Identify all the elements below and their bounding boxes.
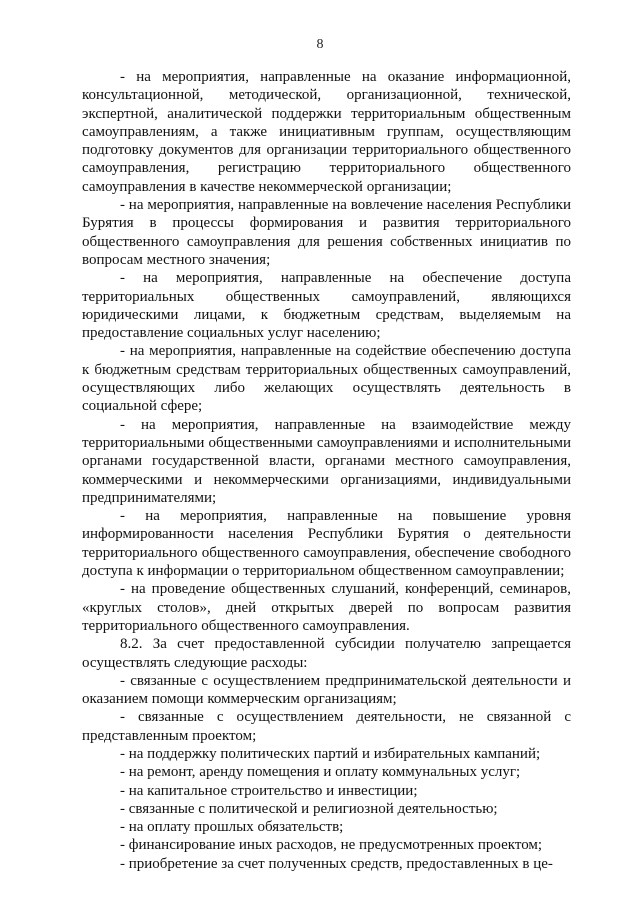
page-number: 8 — [316, 37, 324, 52]
paragraph-interaction: - на мероприятия, направленные на взаимодействие между территориальными общественными самоуправлениями и исполнительными органами государственной власти, органами местного самоуправления, коммерческими и некоммерческими организациями, индивидуальными предпринимателями; — [82, 416, 571, 506]
paragraph-informational-support: - на мероприятия, направленные на оказание информационной, консультационной, методической, организационной, технической, экспертной, аналитической поддержки территориальным общественным самоуправлениям, а также инициативным группам, осуществляющим подготовку документов для организации территориального общественного самоуправления, регистрацию территориального общественного самоуправления в качестве некоммерческой организации; — [82, 69, 571, 195]
paragraph-population-involvement: - на мероприятия, направленные на вовлечение населения Республики Бурятия в процессы формирования и развития территориального общественного самоуправления для решения собственных инициатив по вопросам местного значения; — [82, 197, 571, 268]
prohibited-expense-acquisition: - приобретение за счет полученных средств, предоставленных в це- — [120, 855, 553, 872]
paragraph-budget-access-legal-entities: - на мероприятия, направленные на обеспечение доступа территориальных общественных самоуправлений, являющихся юридическими лицами, к бюджетным средствам, выделяемым на предоставление социальных услуг населению; — [82, 270, 571, 342]
prohibited-expense-capital-construction: - на капитальное строительство и инвестиции; — [120, 782, 418, 799]
paragraph-budget-access-social-sphere: - на мероприятия, направленные на содействие обеспечению доступа к бюджетным средствам территориальных общественных самоуправлений, осуществляющих либо желающих осуществлять деятельность в социальной сфере; — [82, 343, 571, 415]
paragraph-public-hearings: - на проведение общественных слушаний, конференций, семинаров, «круглых столов», дней открытых дверей по вопросам развития территориального общественного самоуправления. — [82, 581, 571, 634]
prohibited-expense-entrepreneurial: - связанные с осуществлением предпринимательской деятельности и оказанием помощи коммерческим организациям; — [82, 672, 571, 708]
prohibited-expense-past-obligations: - на оплату прошлых обязательств; — [120, 819, 344, 836]
prohibited-expense-unrelated-activity: - связанные с осуществлением деятельности, не связанной с представленным проектом; — [82, 709, 571, 744]
prohibited-expense-other-expenses: - финансирование иных расходов, не предусмотренных проектом; — [120, 837, 543, 854]
prohibited-expense-political-religious: - связанные с политической и религиозной деятельностью; — [120, 800, 498, 817]
document-body — [82, 68, 571, 873]
prohibited-expense-political-parties: - на поддержку политических партий и избирательных кампаний; — [120, 745, 541, 762]
paragraph-public-awareness: - на мероприятия, направленные на повышение уровня информированности населения Республики Бурятия о деятельности территориального общественного самоуправления, обеспечение свободного доступа к информации о территориальном общественном самоуправлении; — [82, 508, 571, 580]
paragraph-section-8-2: 8.2. За счет предоставленной субсидии получателю запрещается осуществлять следующие расходы: — [82, 636, 571, 671]
prohibited-expense-repair-rent: - на ремонт, аренду помещения и оплату коммунальных услуг; — [120, 764, 521, 781]
